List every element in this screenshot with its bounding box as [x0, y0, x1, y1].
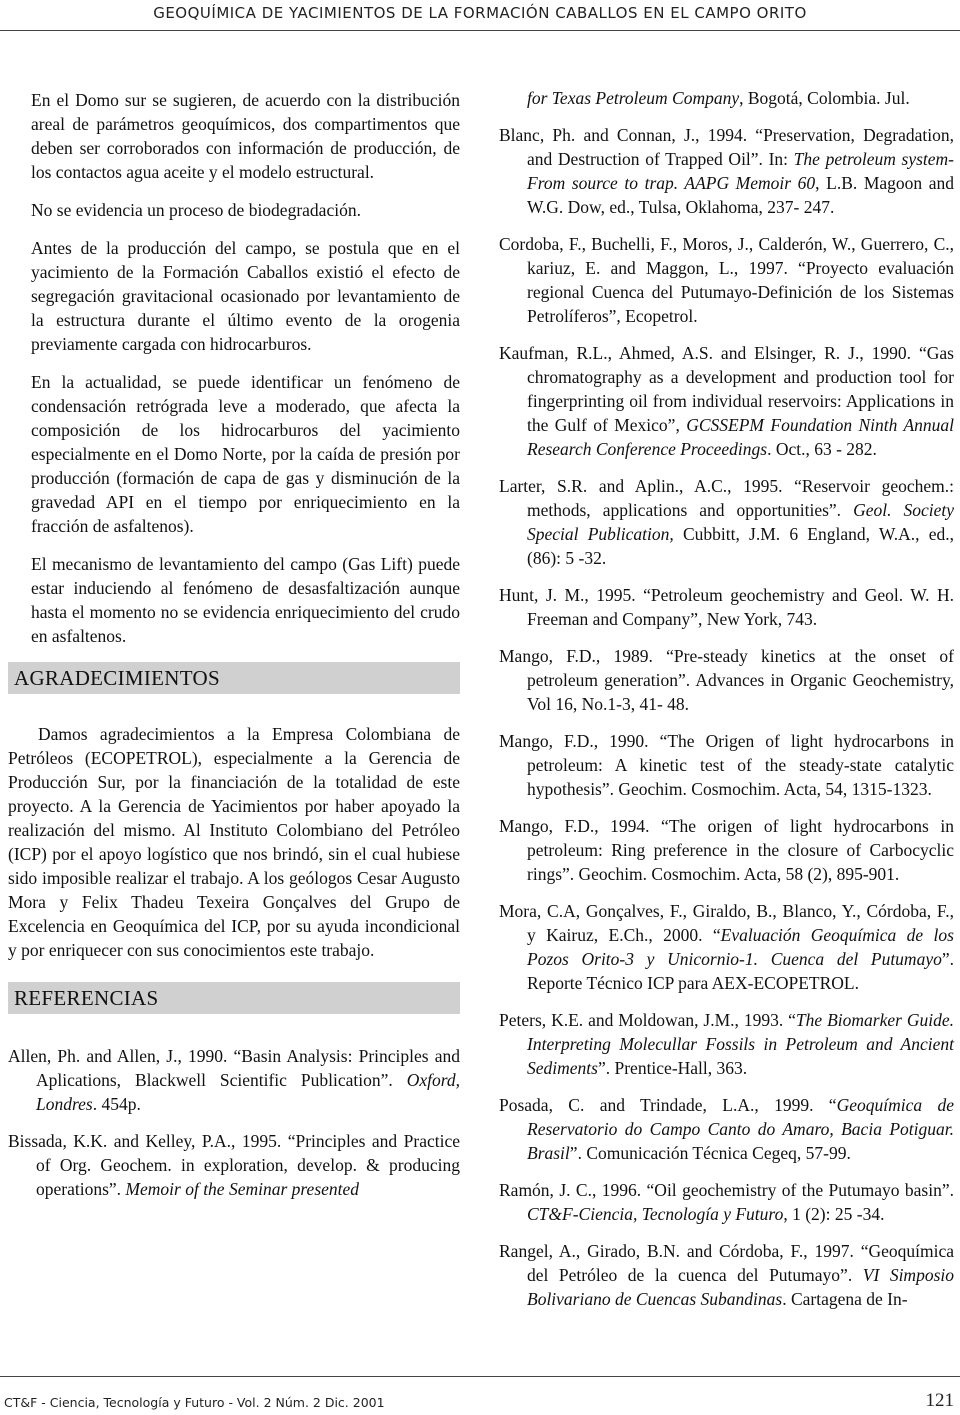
reference-text: Posada, C. and Trindade, L.A., 1999. “ — [499, 1095, 837, 1115]
reference-text: Ramón, J. C., 1996. “Oil geochemistry of the Putumayo basin”. — [499, 1180, 954, 1200]
reference-tail: . Oct., 63 - 282. — [767, 439, 877, 459]
header-rule — [0, 30, 960, 31]
reference-item — [499, 1239, 954, 1311]
acknowledgements-text: Damos agradecimientos a la Empresa Colombiana de Petróleos (ECOPETROL), especialmente a la Gerencia de Producción Sur, por la financiación de la totalidad de este proyecto. A la Gerencia de Yacimientos por haber apoyado la realización del mismo. Al Instituto Colombiano del Petróleo (ICP) por el apoyo logístico que nos brindó, sin el cual hubiese sido imposible realizar el trabajo. A los geólogos Cesar Augusto Mora y Felix Thadeu Texeira Gonçalves del Grupo de Excelencia en Geoquímica del ICP, por su ayuda incondicional y por enriquecer con sus conocimientos este trabajo. — [8, 724, 460, 960]
paragraph-segregacion: Antes de la producción del campo, se postula que en el yacimiento de la Formación Caballos existió el efecto de segregación gravitacional ocasionado por levantamiento de la estructura durante el último evento de la orogenia previamente cargada con hidrocarburos. — [31, 238, 460, 354]
reference-italic: Geoquímica de Reservatorio do Campo Canto do Amaro, Bacia Potiguar. Brasil — [527, 1095, 954, 1163]
reference-item — [499, 814, 954, 886]
paragraph-biodegradacion: No se evidencia un proceso de biodegradación. — [31, 200, 361, 220]
reference-italic: GCSSEPM Foundation Ninth Annual Research Conference Proceedings — [527, 415, 954, 459]
paragraph-domo-sur: En el Domo sur se sugieren, de acuerdo con la distribución areal de parámetros geoquímicos, dos compartimentos que deben ser corroborados con información de producción, de los contactos agua aceite y el modelo estructural. — [31, 90, 460, 182]
reference-italic: Evaluación Geoquímica de los Pozos Orito-3 y Unicornio-1. Cuenca del Putumayo — [527, 925, 954, 969]
reference-italic: Oxford, Londres — [36, 1070, 460, 1114]
reference-item — [8, 1129, 460, 1201]
right-column — [499, 86, 954, 1324]
reference-italic: VI Simposio Bolivariano de Cuencas Subandinas — [527, 1265, 954, 1309]
reference-tail: Cubbitt, J.M. 6 England, W.A., ed., (86): 5 -32. — [527, 524, 955, 568]
reference-tail: , L.B. Magoon and W.G. Dow, ed., Tulsa, Oklahoma, 237- 247. — [527, 173, 954, 217]
reference-item — [499, 1093, 954, 1165]
section-heading-referencias: REFERENCIAS — [8, 982, 460, 1014]
reference-tail: ”. Prentice-Hall, 363. — [597, 1058, 748, 1078]
reference-text: Allen, Ph. and Allen, J., 1990. “Basin Analysis: Principles and Aplications, Blackwell Scientific Publication”. — [8, 1046, 460, 1090]
reference-item — [499, 123, 954, 219]
reference-text: Hunt, J. M., 1995. “Petroleum geochemistry and Geol. W. H. Freeman and Company”, New York, 743. — [499, 585, 954, 629]
reference-tail: , 1 (2): 25 -34. — [783, 1204, 885, 1224]
reference-item — [8, 1044, 460, 1116]
reference-item — [499, 1008, 954, 1080]
reference-continuation — [499, 86, 954, 110]
page-number: 121 — [925, 1390, 954, 1411]
reference-text: Rangel, A., Girado, B.N. and Córdoba, F., 1997. “Geoquímica del Petróleo de la cuenca del Putumayo”. — [499, 1241, 954, 1285]
reference-text: Peters, K.E. and Moldowan, J.M., 1993. “ — [499, 1010, 796, 1030]
paragraph-condensacion: En la actualidad, se puede identificar un fenómeno de condensación retrógrada leve a moderado, que afecta la composición de los hidrocarburos del yacimiento especialmente en el Domo Norte, por la caída de presión por producción (formación de capa de gas y disminución de la gravedad API en el tiempo por enriquecimiento en la fracción de asfaltenos). — [31, 372, 460, 536]
reference-tail: . Cartagena de In- — [782, 1289, 908, 1309]
reference-text: Larter, S.R. and Aplin., A.C., 1995. “Reservoir geochem.: methods, applications and opportunities”. — [499, 476, 954, 520]
footer-rule — [0, 1376, 960, 1377]
reference-italic: for Texas Petroleum Company — [527, 88, 740, 108]
reference-tail: ”. Comunicación Técnica Cegeq, 57-99. — [569, 1143, 851, 1163]
reference-text: Bissada, K.K. and Kelley, P.A., 1995. “Principles and Practice of Org. Geochem. in exploration, develop. & producing operations”. — [8, 1131, 460, 1199]
reference-italic: CT&F-Ciencia, Tecnología y Futuro — [527, 1204, 784, 1224]
reference-item — [499, 729, 954, 801]
reference-tail: ”. Reporte Técnico ICP para AEX-ECOPETROL. — [527, 949, 954, 993]
section-heading-agradecimientos: AGRADECIMIENTOS — [8, 662, 460, 694]
reference-text: Blanc, Ph. and Connan, J., 1994. “Preservation, Degradation, and Destruction of Trapped Oil”. In: — [499, 125, 954, 169]
reference-item — [499, 1178, 954, 1226]
reference-tail: , Bogotá, Colombia. Jul. — [739, 88, 910, 108]
reference-text: Mango, F.D., 1994. “The origen of light hydrocarbons in petroleum: Ring preference in the closure of Carbocyclic rings”. Geochim. Cosmochim. Acta, 58 (2), 895-901. — [499, 816, 954, 884]
reference-text: Mango, F.D., 1989. “Pre-steady kinetics at the onset of petroleum generation”. Advances in Organic Geochemistry, Vol 16, No.1-3, 41- 48. — [499, 646, 954, 714]
reference-text: Mora, C.A, Gonçalves, F., Giraldo, B., Blanco, Y., Córdoba, F., y Kairuz, E.Ch., 2000. “ — [499, 901, 954, 945]
reference-item — [499, 583, 954, 631]
reference-item — [499, 899, 954, 995]
running-header: GEOQUÍMICA DE YACIMIENTOS DE LA FORMACIÓN CABALLOS EN EL CAMPO ORITO — [153, 4, 807, 22]
reference-item — [499, 474, 954, 570]
reference-text: Kaufman, R.L., Ahmed, A.S. and Elsinger, R. J., 1990. “Gas chromatography as a development and production tool for fingerprinting oil from individual reservoirs: Applications in the Gulf of Mexico”, — [499, 343, 954, 435]
journal-footer: CT&F - Ciencia, Tecnología y Futuro - Vol. 2 Núm. 2 Dic. 2001 — [4, 1395, 385, 1410]
left-column — [8, 88, 460, 1214]
reference-item — [499, 644, 954, 716]
reference-italic: The petroleum system- From source to trap. AAPG Memoir 60 — [527, 149, 954, 193]
reference-item — [499, 341, 954, 461]
reference-tail: . 454p. — [92, 1094, 141, 1114]
reference-italic: Geol. Society Special Publication, — [527, 500, 954, 544]
reference-text: Mango, F.D., 1990. “The Origen of light hydrocarbons in petroleum: A kinetic test of the steady-state catalytic hypothesis”. Geochim. Cosmochim. Acta, 54, 1315-1323. — [499, 731, 954, 799]
reference-item — [499, 232, 954, 328]
reference-italic: Memoir of the Seminar presented — [125, 1179, 360, 1199]
paragraph-gas-lift: El mecanismo de levantamiento del campo (Gas Lift) puede estar induciendo al fenómeno de desasfaltización aunque hasta el momento no se evidencia enriquecimiento del crudo en asfaltenos. — [31, 554, 460, 646]
reference-italic: The Biomarker Guide. Interpreting Molecullar Fossils in Petroleum and Ancient Sediments — [527, 1010, 954, 1078]
reference-text: Cordoba, F., Buchelli, F., Moros, J., Calderón, W., Guerrero, C., kariuz, E. and Maggon, L., 1997. “Proyecto evaluación regional Cuenca del Putumayo-Definición de los Sistemas Petrolíferos”, Ecopetrol. — [499, 234, 954, 326]
